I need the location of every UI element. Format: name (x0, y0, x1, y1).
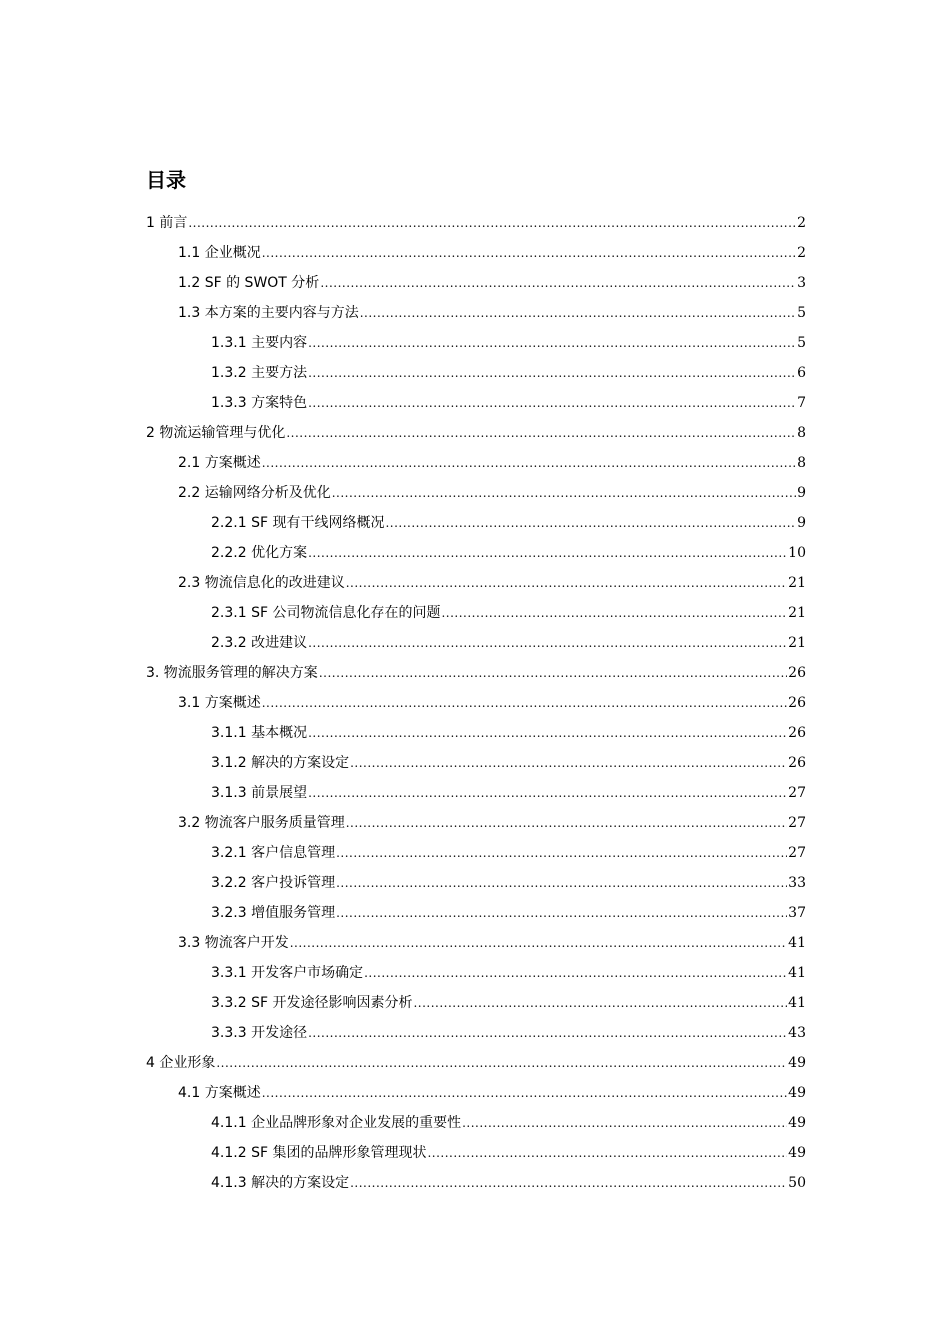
toc-entry-label: 3.1.3 前景展望 (211, 785, 308, 801)
toc-entry-label: 3.2 物流客户服务质量管理 (178, 815, 345, 831)
toc-entry-page-number: 26 (788, 695, 806, 711)
toc-entry[interactable] (211, 598, 806, 628)
toc-entry-label: 1.3 本方案的主要内容与方法 (178, 305, 359, 321)
toc-entry[interactable] (211, 898, 806, 928)
toc-dot-leader (262, 1078, 787, 1108)
toc-dot-leader (320, 268, 796, 298)
toc-dot-leader (262, 688, 787, 718)
toc-entry[interactable] (178, 808, 806, 838)
toc-dot-leader (332, 478, 796, 508)
toc-entry-page-number: 9 (797, 515, 806, 531)
toc-entry-page-number: 26 (788, 725, 806, 741)
toc-entry-label: 3.1 方案概述 (178, 695, 261, 711)
toc-dot-leader (336, 838, 787, 868)
toc-dot-leader (319, 658, 787, 688)
toc-entry[interactable] (211, 1138, 806, 1168)
toc-entry-page-number: 49 (788, 1115, 806, 1131)
toc-dot-leader (336, 868, 787, 898)
toc-entry[interactable] (211, 388, 806, 418)
toc-entry[interactable] (211, 628, 806, 658)
toc-entry[interactable] (211, 718, 806, 748)
toc-dot-leader (308, 1018, 787, 1048)
toc-entry-page-number: 49 (788, 1085, 806, 1101)
toc-dot-leader (427, 1138, 787, 1168)
toc-entry-label: 3.2.2 客户投诉管理 (211, 875, 336, 891)
toc-dot-leader (350, 748, 787, 778)
toc-dot-leader (336, 898, 787, 928)
toc-entry-page-number: 8 (797, 455, 806, 471)
toc-entry-label: 1.3.1 主要内容 (211, 335, 308, 351)
toc-entry-label: 1.2 SF 的 SWOT 分析 (178, 275, 320, 291)
toc-entry-page-number: 2 (797, 215, 806, 231)
toc-dot-leader (441, 598, 787, 628)
toc-entry-label: 2.3.1 SF 公司物流信息化存在的问题 (211, 605, 441, 621)
toc-entry[interactable] (211, 1018, 806, 1048)
toc-dot-leader (364, 958, 787, 988)
toc-entry-page-number: 10 (788, 545, 806, 561)
toc-entry-page-number: 49 (788, 1055, 806, 1071)
toc-dot-leader (350, 1168, 787, 1198)
toc-entry-page-number: 49 (788, 1145, 806, 1161)
toc-entry[interactable] (211, 508, 806, 538)
toc-entry[interactable] (178, 568, 806, 598)
toc-entry-page-number: 2 (797, 245, 806, 261)
toc-entry-label: 2.2.1 SF 现有干线网络概况 (211, 515, 385, 531)
toc-entry-label: 3.2.1 客户信息管理 (211, 845, 336, 861)
toc-entry-label: 3. 物流服务管理的解决方案 (146, 665, 318, 681)
toc-entry-label: 3.2.3 增值服务管理 (211, 905, 336, 921)
toc-dot-leader (308, 358, 796, 388)
toc-dot-leader (308, 328, 796, 358)
toc-entry[interactable] (178, 1078, 806, 1108)
toc-dot-leader (262, 448, 796, 478)
toc-entry-page-number: 33 (788, 875, 806, 891)
toc-entry-page-number: 37 (788, 905, 806, 921)
toc-entry-page-number: 21 (788, 605, 806, 621)
toc-entry[interactable] (178, 298, 806, 328)
toc-entry[interactable] (211, 1168, 806, 1198)
toc-entry[interactable] (211, 868, 806, 898)
toc-entry[interactable] (211, 538, 806, 568)
toc-entry-label: 4.1.2 SF 集团的品牌形象管理现状 (211, 1145, 427, 1161)
toc-entry[interactable] (146, 418, 806, 448)
toc-dot-leader (308, 718, 787, 748)
toc-entry-page-number: 26 (788, 665, 806, 681)
toc-entry-page-number: 27 (788, 815, 806, 831)
toc-entry[interactable] (146, 208, 806, 238)
toc-dot-leader (413, 988, 787, 1018)
toc-entry-page-number: 43 (788, 1025, 806, 1041)
toc-entry-label: 1.3.3 方案特色 (211, 395, 308, 411)
toc-dot-leader (290, 928, 787, 958)
toc-entry[interactable] (146, 1048, 806, 1078)
toc-entry[interactable] (178, 928, 806, 958)
toc-entry-page-number: 21 (788, 635, 806, 651)
toc-entry-page-number: 50 (788, 1175, 806, 1191)
toc-dot-leader (308, 388, 796, 418)
toc-dot-leader (346, 568, 787, 598)
toc-entry-label: 2 物流运输管理与优化 (146, 425, 286, 441)
toc-entry-page-number: 41 (788, 965, 806, 981)
toc-dot-leader (360, 298, 796, 328)
toc-entry-label: 1.1 企业概况 (178, 245, 261, 261)
toc-entry-page-number: 6 (797, 365, 806, 381)
toc-entry[interactable] (211, 1108, 806, 1138)
toc-entry[interactable] (178, 268, 806, 298)
toc-entry-label: 1 前言 (146, 215, 188, 231)
toc-entry-label: 2.2.2 优化方案 (211, 545, 308, 561)
toc-entry-page-number: 5 (797, 335, 806, 351)
toc-dot-leader (308, 778, 787, 808)
toc-entry[interactable] (146, 658, 806, 688)
toc-dot-leader (262, 238, 796, 268)
toc-entry-label: 4.1 方案概述 (178, 1085, 261, 1101)
toc-entry-label: 3.1.1 基本概况 (211, 725, 308, 741)
toc-entry-page-number: 27 (788, 845, 806, 861)
toc-entry-label: 4.1.1 企业品牌形象对企业发展的重要性 (211, 1115, 462, 1131)
toc-entry-label: 3.3.1 开发客户市场确定 (211, 965, 364, 981)
toc-entry-label: 1.3.2 主要方法 (211, 365, 308, 381)
toc-entry-page-number: 21 (788, 575, 806, 591)
toc-entry-label: 2.3 物流信息化的改进建议 (178, 575, 345, 591)
toc-title: 目录 (146, 168, 186, 192)
toc-entry-page-number: 8 (797, 425, 806, 441)
toc-entry-page-number: 27 (788, 785, 806, 801)
toc-entry[interactable] (211, 988, 806, 1018)
toc-dot-leader (462, 1108, 787, 1138)
toc-entry[interactable] (211, 358, 806, 388)
toc-entry[interactable] (178, 478, 806, 508)
toc-entry-page-number: 5 (797, 305, 806, 321)
toc-entry-label: 2.1 方案概述 (178, 455, 261, 471)
toc-entry-page-number: 9 (797, 485, 806, 501)
toc-dot-leader (385, 508, 796, 538)
toc-entry-label: 3.1.2 解决的方案设定 (211, 755, 350, 771)
toc-entry-page-number: 41 (788, 995, 806, 1011)
toc-entry-label: 4 企业形象 (146, 1055, 216, 1071)
toc-entry[interactable] (178, 688, 806, 718)
toc-entry-page-number: 7 (797, 395, 806, 411)
toc-entry[interactable] (211, 838, 806, 868)
toc-entry[interactable] (211, 748, 806, 778)
toc-dot-leader (346, 808, 787, 838)
toc-dot-leader (286, 418, 796, 448)
toc-entry-label: 2.3.2 改进建议 (211, 635, 308, 651)
toc-entry-label: 3.3.3 开发途径 (211, 1025, 308, 1041)
toc-entry-label: 4.1.3 解决的方案设定 (211, 1175, 350, 1191)
toc-dot-leader (308, 628, 787, 658)
toc-dot-leader (308, 538, 787, 568)
toc-entry[interactable] (178, 448, 806, 478)
toc-entry-label: 3.3.2 SF 开发途径影响因素分析 (211, 995, 413, 1011)
toc-entry[interactable] (211, 328, 806, 358)
toc-entry[interactable] (178, 238, 806, 268)
toc-entry-page-number: 26 (788, 755, 806, 771)
toc-entry-page-number: 41 (788, 935, 806, 951)
toc-entry[interactable] (211, 778, 806, 808)
toc-dot-leader (188, 208, 796, 238)
toc-entry-label: 2.2 运输网络分析及优化 (178, 485, 331, 501)
toc-entry-label: 3.3 物流客户开发 (178, 935, 289, 951)
toc-dot-leader (216, 1048, 787, 1078)
toc-entry[interactable] (211, 958, 806, 988)
toc-entry-page-number: 3 (797, 275, 806, 291)
